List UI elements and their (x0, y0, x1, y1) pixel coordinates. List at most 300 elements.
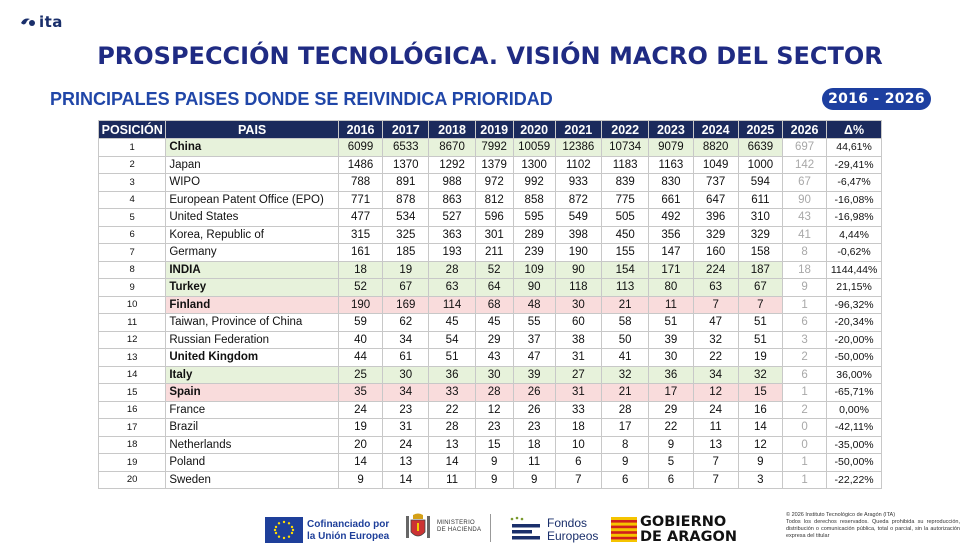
year-value-cell: 34 (693, 366, 738, 384)
year-value-cell: 17 (649, 384, 693, 402)
year-value-cell: 13 (383, 454, 429, 472)
year-value-cell: 29 (475, 331, 513, 349)
year-value-cell: 21 (601, 296, 648, 314)
year-value-cell: 878 (383, 191, 429, 209)
year-value-cell: 160 (693, 244, 738, 262)
table-row (99, 191, 882, 209)
year-value-cell: 9 (475, 454, 513, 472)
year-value-cell: 17 (601, 419, 648, 437)
year-2026-cell: 2 (782, 401, 826, 419)
year-value-cell: 8 (601, 436, 648, 454)
priority-countries-table (98, 120, 882, 489)
year-value-cell: 32 (738, 366, 782, 384)
table-header-row (99, 121, 882, 139)
delta-cell: -50,00% (827, 349, 882, 367)
year-2026-cell: 2 (782, 349, 826, 367)
year-value-cell: 38 (555, 331, 601, 349)
year-value-cell: 45 (475, 314, 513, 332)
logo-text: ita (39, 13, 63, 31)
year-value-cell: 301 (475, 226, 513, 244)
eu-text-line-2: la Unión Europea (307, 531, 390, 542)
year-value-cell: 239 (513, 244, 555, 262)
year-value-cell: 26 (513, 384, 555, 402)
column-header: 2024 (693, 121, 738, 139)
year-value-cell: 1370 (383, 156, 429, 174)
year-value-cell: 13 (429, 436, 475, 454)
year-value-cell: 109 (513, 261, 555, 279)
year-value-cell: 19 (738, 349, 782, 367)
year-2026-cell: 1 (782, 454, 826, 472)
year-value-cell: 90 (555, 261, 601, 279)
year-value-cell: 1183 (601, 156, 648, 174)
table-row (99, 331, 882, 349)
year-value-cell: 22 (429, 401, 475, 419)
delta-cell: -65,71% (827, 384, 882, 402)
year-value-cell: 812 (475, 191, 513, 209)
delta-cell: 1144,44% (827, 261, 882, 279)
year-value-cell: 51 (429, 349, 475, 367)
year-value-cell: 36 (429, 366, 475, 384)
year-value-cell: 14 (383, 471, 429, 489)
delta-cell: -16,08% (827, 191, 882, 209)
year-2026-cell: 142 (782, 156, 826, 174)
year-value-cell: 737 (693, 174, 738, 192)
year-value-cell: 67 (383, 279, 429, 297)
year-value-cell: 9 (513, 471, 555, 489)
position-cell: 15 (99, 384, 166, 402)
year-value-cell: 992 (513, 174, 555, 192)
gobierno-line-2: DE ARAGON (640, 529, 737, 545)
table-row (99, 209, 882, 227)
delta-cell: -20,34% (827, 314, 882, 332)
year-2026-cell: 1 (782, 471, 826, 489)
table-row (99, 436, 882, 454)
year-value-cell: 14 (429, 454, 475, 472)
column-header: 2026 (782, 121, 826, 139)
country-cell: Korea, Republic of (166, 226, 339, 244)
year-value-cell: 158 (738, 244, 782, 262)
year-value-cell: 30 (383, 366, 429, 384)
year-value-cell: 19 (383, 261, 429, 279)
table-row (99, 314, 882, 332)
year-value-cell: 67 (738, 279, 782, 297)
year-value-cell: 27 (555, 366, 601, 384)
country-cell: Sweden (166, 471, 339, 489)
year-value-cell: 63 (429, 279, 475, 297)
year-value-cell: 35 (338, 384, 382, 402)
table-row (99, 279, 882, 297)
position-cell: 18 (99, 436, 166, 454)
country-cell: Italy (166, 366, 339, 384)
position-cell: 6 (99, 226, 166, 244)
year-value-cell: 32 (601, 366, 648, 384)
year-value-cell: 80 (649, 279, 693, 297)
year-value-cell: 68 (475, 296, 513, 314)
ita-logo (20, 13, 63, 31)
year-value-cell: 9 (338, 471, 382, 489)
table-row (99, 454, 882, 472)
year-value-cell: 224 (693, 261, 738, 279)
year-value-cell: 396 (693, 209, 738, 227)
column-header: 2021 (555, 121, 601, 139)
country-cell: Taiwan, Province of China (166, 314, 339, 332)
year-value-cell: 24 (693, 401, 738, 419)
year-value-cell: 32 (693, 331, 738, 349)
year-2026-cell: 0 (782, 436, 826, 454)
delta-cell: 21,15% (827, 279, 882, 297)
column-header: 2023 (649, 121, 693, 139)
year-value-cell: 505 (601, 209, 648, 227)
ministry-line-2: DE HACIENDA (437, 527, 482, 533)
year-value-cell: 48 (513, 296, 555, 314)
year-value-cell: 12386 (555, 139, 601, 157)
country-cell: Germany (166, 244, 339, 262)
year-value-cell: 161 (338, 244, 382, 262)
year-value-cell: 595 (513, 209, 555, 227)
year-value-cell: 14 (338, 454, 382, 472)
delta-cell: -50,00% (827, 454, 882, 472)
table-row (99, 226, 882, 244)
year-value-cell: 58 (601, 314, 648, 332)
year-value-cell: 113 (601, 279, 648, 297)
year-value-cell: 37 (513, 331, 555, 349)
year-2026-cell: 41 (782, 226, 826, 244)
country-cell: WIPO (166, 174, 339, 192)
delta-cell: 36,00% (827, 366, 882, 384)
country-cell: Finland (166, 296, 339, 314)
year-value-cell: 41 (601, 349, 648, 367)
table-row (99, 401, 882, 419)
country-cell: Brazil (166, 419, 339, 437)
year-value-cell: 10734 (601, 139, 648, 157)
year-value-cell: 6 (649, 471, 693, 489)
position-cell: 11 (99, 314, 166, 332)
year-value-cell: 933 (555, 174, 601, 192)
fondos-line-2: Europeos (547, 529, 599, 543)
year-value-cell: 33 (429, 384, 475, 402)
year-value-cell: 59 (338, 314, 382, 332)
year-value-cell: 7 (693, 296, 738, 314)
aragon-flag-icon (611, 517, 637, 542)
year-value-cell: 1163 (649, 156, 693, 174)
column-header: 2020 (513, 121, 555, 139)
position-cell: 2 (99, 156, 166, 174)
delta-cell: -96,32% (827, 296, 882, 314)
year-value-cell: 11 (429, 471, 475, 489)
year-value-cell: 7992 (475, 139, 513, 157)
fondos-line-1: Fondos (547, 516, 588, 530)
year-value-cell: 8820 (693, 139, 738, 157)
year-value-cell: 147 (649, 244, 693, 262)
gobierno-aragon-text (640, 515, 737, 545)
position-cell: 20 (99, 471, 166, 489)
year-value-cell: 23 (513, 419, 555, 437)
year-value-cell: 30 (649, 349, 693, 367)
year-value-cell: 3 (738, 471, 782, 489)
year-value-cell: 30 (475, 366, 513, 384)
year-value-cell: 6099 (338, 139, 382, 157)
year-value-cell: 14 (738, 419, 782, 437)
position-cell: 9 (99, 279, 166, 297)
country-cell: France (166, 401, 339, 419)
year-value-cell: 185 (383, 244, 429, 262)
country-cell: Netherlands (166, 436, 339, 454)
year-value-cell: 11 (513, 454, 555, 472)
year-value-cell: 329 (693, 226, 738, 244)
delta-cell: -16,98% (827, 209, 882, 227)
year-value-cell: 40 (338, 331, 382, 349)
year-2026-cell: 697 (782, 139, 826, 157)
year-value-cell: 492 (649, 209, 693, 227)
year-value-cell: 450 (601, 226, 648, 244)
position-cell: 16 (99, 401, 166, 419)
position-cell: 8 (99, 261, 166, 279)
year-value-cell: 11 (649, 296, 693, 314)
year-value-cell: 16 (738, 401, 782, 419)
year-value-cell: 6533 (383, 139, 429, 157)
delta-cell: 44,61% (827, 139, 882, 157)
footer (0, 508, 980, 548)
delta-cell: -22,22% (827, 471, 882, 489)
country-cell: Poland (166, 454, 339, 472)
year-value-cell: 1000 (738, 156, 782, 174)
year-value-cell: 6 (555, 454, 601, 472)
country-cell: INDIA (166, 261, 339, 279)
year-value-cell: 63 (693, 279, 738, 297)
year-value-cell: 6 (601, 471, 648, 489)
delta-cell: 0,00% (827, 401, 882, 419)
year-value-cell: 972 (475, 174, 513, 192)
year-value-cell: 25 (338, 366, 382, 384)
year-value-cell: 30 (555, 296, 601, 314)
copyright-notice (786, 512, 960, 540)
year-value-cell: 155 (601, 244, 648, 262)
delta-cell: -35,00% (827, 436, 882, 454)
eu-cofinanced-text (307, 519, 389, 543)
year-value-cell: 310 (738, 209, 782, 227)
year-value-cell: 190 (338, 296, 382, 314)
year-value-cell: 51 (649, 314, 693, 332)
position-cell: 19 (99, 454, 166, 472)
year-value-cell: 39 (649, 331, 693, 349)
year-value-cell: 8670 (429, 139, 475, 157)
year-2026-cell: 6 (782, 314, 826, 332)
position-cell: 14 (99, 366, 166, 384)
year-value-cell: 12 (693, 384, 738, 402)
eu-flag-icon (265, 517, 303, 543)
year-value-cell: 611 (738, 191, 782, 209)
year-value-cell: 31 (555, 384, 601, 402)
year-value-cell: 9079 (649, 139, 693, 157)
table-row (99, 471, 882, 489)
country-cell: Spain (166, 384, 339, 402)
gobierno-line-1: GOBIERNO (640, 514, 727, 530)
year-value-cell: 90 (513, 279, 555, 297)
year-value-cell: 9 (649, 436, 693, 454)
position-cell: 10 (99, 296, 166, 314)
year-value-cell: 26 (513, 401, 555, 419)
country-cell: Japan (166, 156, 339, 174)
year-value-cell: 29 (649, 401, 693, 419)
page-title: PROSPECCIÓN TECNOLÓGICA. VISIÓN MACRO DEL SECTOR (97, 42, 883, 70)
year-value-cell: 33 (555, 401, 601, 419)
year-value-cell: 289 (513, 226, 555, 244)
column-header: Δ% (827, 121, 882, 139)
year-value-cell: 45 (429, 314, 475, 332)
year-2026-cell: 1 (782, 384, 826, 402)
delta-cell: 4,44% (827, 226, 882, 244)
column-header: 2022 (601, 121, 648, 139)
year-value-cell: 54 (429, 331, 475, 349)
year-value-cell: 9 (738, 454, 782, 472)
year-value-cell: 51 (738, 314, 782, 332)
year-value-cell: 6639 (738, 139, 782, 157)
year-value-cell: 23 (383, 401, 429, 419)
year-value-cell: 19 (338, 419, 382, 437)
year-2026-cell: 18 (782, 261, 826, 279)
year-value-cell: 839 (601, 174, 648, 192)
fondos-europeos-icon (508, 516, 542, 542)
year-value-cell: 7 (693, 471, 738, 489)
year-value-cell: 18 (513, 436, 555, 454)
column-header: PAIS (166, 121, 339, 139)
year-value-cell: 398 (555, 226, 601, 244)
year-value-cell: 527 (429, 209, 475, 227)
year-value-cell: 356 (649, 226, 693, 244)
year-value-cell: 51 (738, 331, 782, 349)
table-row (99, 366, 882, 384)
table-row (99, 139, 882, 157)
year-2026-cell: 0 (782, 419, 826, 437)
year-value-cell: 596 (475, 209, 513, 227)
year-value-cell: 60 (555, 314, 601, 332)
year-value-cell: 22 (693, 349, 738, 367)
position-cell: 3 (99, 174, 166, 192)
year-value-cell: 534 (383, 209, 429, 227)
year-value-cell: 18 (555, 419, 601, 437)
year-value-cell: 20 (338, 436, 382, 454)
year-value-cell: 7 (738, 296, 782, 314)
column-header: 2017 (383, 121, 429, 139)
position-cell: 1 (99, 139, 166, 157)
column-header: 2025 (738, 121, 782, 139)
year-value-cell: 7 (693, 454, 738, 472)
column-header: 2019 (475, 121, 513, 139)
year-value-cell: 22 (649, 419, 693, 437)
country-cell: Russian Federation (166, 331, 339, 349)
year-2026-cell: 6 (782, 366, 826, 384)
year-value-cell: 34 (383, 331, 429, 349)
year-2026-cell: 67 (782, 174, 826, 192)
year-value-cell: 193 (429, 244, 475, 262)
table-row (99, 384, 882, 402)
year-value-cell: 28 (429, 419, 475, 437)
year-value-cell: 114 (429, 296, 475, 314)
year-value-cell: 44 (338, 349, 382, 367)
year-value-cell: 315 (338, 226, 382, 244)
year-value-cell: 10059 (513, 139, 555, 157)
year-value-cell: 12 (475, 401, 513, 419)
year-value-cell: 1379 (475, 156, 513, 174)
year-value-cell: 52 (475, 261, 513, 279)
country-cell: United States (166, 209, 339, 227)
delta-cell: -6,47% (827, 174, 882, 192)
year-value-cell: 1300 (513, 156, 555, 174)
column-header: 2018 (429, 121, 475, 139)
year-value-cell: 190 (555, 244, 601, 262)
year-value-cell: 988 (429, 174, 475, 192)
year-value-cell: 31 (555, 349, 601, 367)
year-value-cell: 24 (338, 401, 382, 419)
year-value-cell: 9 (475, 471, 513, 489)
year-value-cell: 24 (383, 436, 429, 454)
year-value-cell: 50 (601, 331, 648, 349)
year-value-cell: 1292 (429, 156, 475, 174)
year-value-cell: 477 (338, 209, 382, 227)
copyright-line-1: © 2026 Instituto Tecnológico de Aragón (ITA) (786, 512, 896, 518)
year-value-cell: 28 (601, 401, 648, 419)
column-header: 2016 (338, 121, 382, 139)
year-value-cell: 21 (601, 384, 648, 402)
year-value-cell: 28 (429, 261, 475, 279)
year-value-cell: 169 (383, 296, 429, 314)
copyright-line-2: Todos los derechos reservados. Queda prohibida su reproducción, distribución o comunicación pública, total o parcial, sin la autorización expresa del titular (786, 519, 960, 539)
table-row (99, 244, 882, 262)
year-value-cell: 325 (383, 226, 429, 244)
fondos-europeos-text (547, 517, 598, 543)
year-value-cell: 39 (513, 366, 555, 384)
year-value-cell: 1102 (555, 156, 601, 174)
year-value-cell: 187 (738, 261, 782, 279)
delta-cell: -20,00% (827, 331, 882, 349)
country-cell: Turkey (166, 279, 339, 297)
year-value-cell: 647 (693, 191, 738, 209)
year-value-cell: 5 (649, 454, 693, 472)
year-value-cell: 594 (738, 174, 782, 192)
position-cell: 7 (99, 244, 166, 262)
ita-logo-icon (20, 16, 36, 28)
year-value-cell: 18 (338, 261, 382, 279)
position-cell: 17 (99, 419, 166, 437)
year-value-cell: 36 (649, 366, 693, 384)
year-value-cell: 28 (475, 384, 513, 402)
year-value-cell: 891 (383, 174, 429, 192)
year-2026-cell: 90 (782, 191, 826, 209)
ministry-text (437, 520, 481, 534)
year-value-cell: 47 (513, 349, 555, 367)
year-2026-cell: 43 (782, 209, 826, 227)
year-value-cell: 171 (649, 261, 693, 279)
delta-cell: -29,41% (827, 156, 882, 174)
year-value-cell: 549 (555, 209, 601, 227)
year-value-cell: 34 (383, 384, 429, 402)
year-value-cell: 863 (429, 191, 475, 209)
delta-cell: -42,11% (827, 419, 882, 437)
year-value-cell: 55 (513, 314, 555, 332)
position-cell: 4 (99, 191, 166, 209)
year-value-cell: 788 (338, 174, 382, 192)
column-header: POSICIÓN (99, 121, 166, 139)
year-value-cell: 154 (601, 261, 648, 279)
year-value-cell: 13 (693, 436, 738, 454)
position-cell: 12 (99, 331, 166, 349)
year-value-cell: 23 (475, 419, 513, 437)
year-value-cell: 872 (555, 191, 601, 209)
year-value-cell: 7 (555, 471, 601, 489)
table-row (99, 419, 882, 437)
year-value-cell: 771 (338, 191, 382, 209)
page-subtitle: PRINCIPALES PAISES DONDE SE REIVINDICA PRIORIDAD (50, 89, 553, 109)
